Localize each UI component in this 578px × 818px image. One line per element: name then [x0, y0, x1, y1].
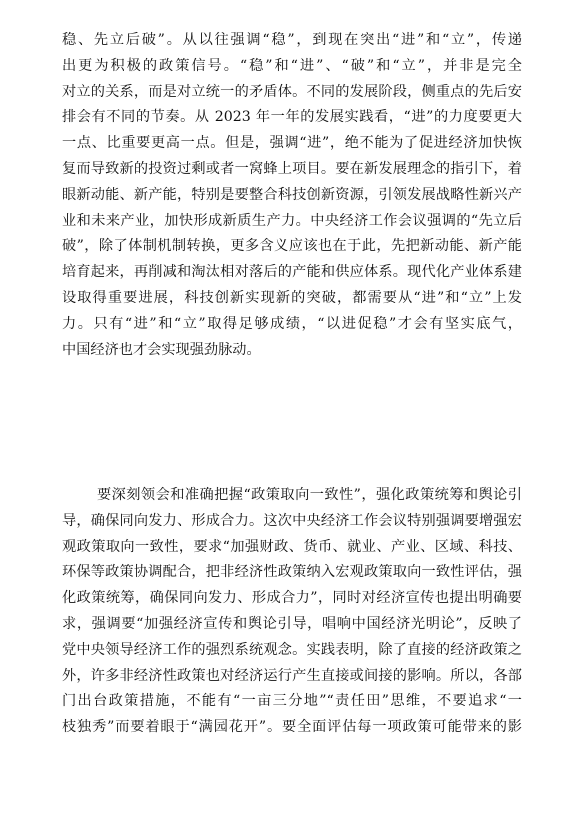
text-line: 环保等政策协调配合，把非经济性政策纳入宏观政策取向一致性评估，强 — [62, 564, 522, 581]
document-page — [62, 0, 522, 818]
text-line: 求，强调要“加强经济宣传和舆论引导，唱响中国经济光明论”，反映了 — [62, 615, 522, 632]
text-line: 导，确保同向发力、形成合力。这次中央经济工作会议特别强调要增强宏 — [62, 512, 522, 529]
text-line: 稳、先立后破”。从以往强调“稳”，到现在突出“进”和“立”，传递 — [62, 32, 522, 48]
text-line: 设取得重要进展，科技创新实现新的突破，都需要从“进”和“立”上发 — [62, 289, 522, 306]
text-line: 化政策统筹，确保同向发力、形成合力”，同时对经济宣传也提出明确要 — [62, 590, 522, 607]
text-line: 出更为积极的政策信号。“稳”和“进”、“破”和“立”，并非是完全 — [62, 57, 522, 74]
text-line: 一点、比重要更高一点。但是，强调“进”，绝不能为了促进经济加快恢 — [62, 135, 522, 152]
text-line: 外，许多非经济性政策也对经济运行产生直接或间接的影响。所以，各部 — [62, 667, 522, 684]
text-line: 复而导致新的投资过剩或者一窝蜂上项目。要在新发展理念的指引下，着 — [62, 160, 522, 177]
text-line: 中国经济也才会实现强劲脉动。 — [62, 341, 261, 358]
text-line: 枝独秀”而要着眼于“满园花开”。要全面评估每一项政策可能带来的影 — [62, 719, 522, 736]
text-line: 力。只有“进”和“立”取得足够成绩，“以进促稳”才会有坚实底气， — [62, 315, 522, 332]
text-line: 培育起来，再削减和淘汰相对落后的产能和供应体系。现代化产业体系建 — [62, 264, 522, 281]
text-line: 要深刻领会和准确把握“政策取向一致性”，强化政策统筹和舆论引 — [97, 487, 522, 503]
text-line: 门出台政策措施，不能有“一亩三分地”“责任田”思维，不要追求“一 — [62, 693, 522, 710]
text-line: 破”，除了体制机制转换，更多含义应该也在于此，先把新动能、新产能 — [62, 238, 522, 255]
text-line: 观政策取向一致性，要求“加强财政、货币、就业、产业、区域、科技、 — [62, 538, 522, 555]
text-line: 业和未来产业，加快形成新质生产力。中央经济工作会议强调的“先立后 — [62, 212, 522, 229]
paragraph-2 — [62, 483, 522, 741]
text-line: 对立的关系，而是对立统一的矛盾体。不同的发展阶段，侧重点的先后安 — [62, 83, 522, 100]
text-line: 党中央领导经济工作的强烈系统观念。实践表明，除了直接的经济政策之 — [62, 641, 522, 658]
paragraph-1 — [62, 28, 522, 363]
text-line: 排会有不同的节奏。从 2023 年一年的发展实践看，“进”的力度要更大 — [62, 109, 522, 126]
text-line: 眼新动能、新产能，特别是要整合科技创新资源，引领发展战略性新兴产 — [62, 186, 522, 203]
